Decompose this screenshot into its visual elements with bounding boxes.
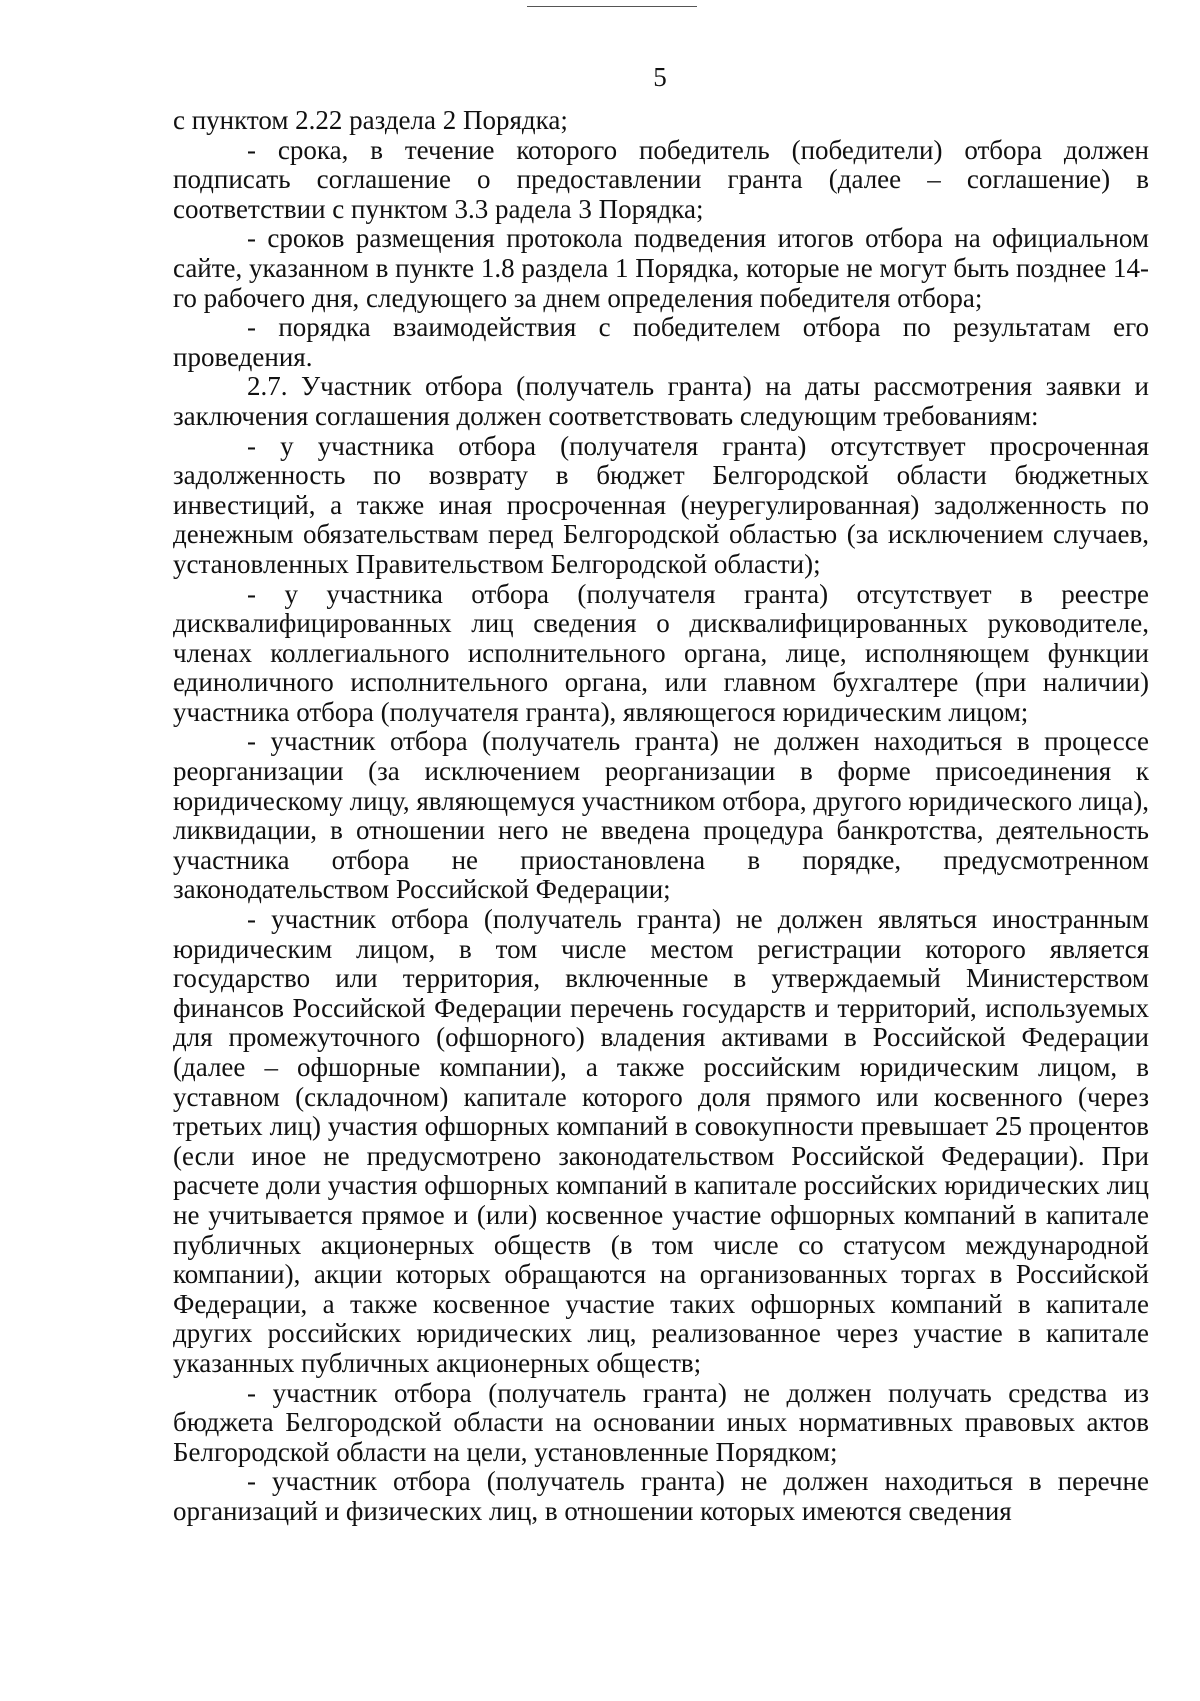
paragraph: - участник отбора (получатель гранта) не должен являться иностранным юридическим лицом, в том числе местом регистрации которого является государство или территория, включенные в утверждаемый Министерством финансов Российской Федерации перечень государств и территорий, используемых для промежуточного (офшорного) владения активами в Российской Федерации (далее – офшорные компании), а также российским юридическим лицом, в уставном (складочном) капитале которого доля прямого или косвенного (через третьих лиц) участия офшорных компаний в совокупности превышает 25 процентов (если иное не предусмотрено законодательством Российской Федерации). При расчете доли участия офшорных компаний в капитале российских юридических лиц не учитывается прямое и (или) косвенное участие офшорных компаний в капитале публичных акционерных обществ (в том числе со статусом международной компании), акции которых обращаются на организованных торгах в Российской Федерации, а также косвенное участие таких офшорных компаний в капитале других российских юридических лиц, реализованное через участие в капитале указанных публичных акционерных обществ;: [173, 904, 1149, 1378]
paragraph: - участник отбора (получатель гранта) не должен находиться в процессе реорганизации (за исключением реорганизации в форме присоединения к юридическому лицу, являющемуся участником отбора, другого юридического лица), ликвидации, в отношении него не введена процедура банкротства, деятельность участника отбора не приостановлена в порядке, предусмотренном законодательством Российской Федерации;: [173, 726, 1149, 905]
page-number: 5: [653, 62, 667, 92]
page-top-rule: [527, 6, 697, 7]
paragraph: - участник отбора (получатель гранта) не должен находиться в перечне организаций и физических лиц, в отношении которых имеются сведения: [173, 1466, 1149, 1526]
paragraph: - сроков размещения протокола подведения итогов отбора на официальном сайте, указанном в пункте 1.8 раздела 1 Порядка, которые не могут быть позднее 14-го рабочего дня, следующего за днем определения победителя отбора;: [173, 223, 1149, 313]
paragraph: - порядка взаимодействия с победителем отбора по результатам его проведения.: [173, 312, 1149, 372]
paragraph: - срока, в течение которого победитель (победители) отбора должен подписать соглашение о предоставлении гранта (далее – соглашение) в соответствии с пунктом 3.3 радела 3 Порядка;: [173, 134, 1149, 224]
paragraph: - у участника отбора (получателя гранта) отсутствует в реестре дисквалифицированных лиц сведения о дисквалифицированных руководителе, членах коллегиального исполнительного органа, лице, исполняющем функции единоличного исполнительного органа, или главном бухгалтере (при наличии) участника отбора (получателя гранта), являющегося юридическим лицом;: [173, 578, 1149, 727]
paragraph: - у участника отбора (получателя гранта) отсутствует просроченная задолженность по возврату в бюджет Белгородской области бюджетных инвестиций, а также иная просроченная (неурегулированная) задолженность по денежным обязательствам перед Белгородской областью (за исключением случаев, установленных Правительством Белгородской области);: [173, 430, 1149, 579]
paragraph: с пунктом 2.22 раздела 2 Порядка;: [173, 105, 568, 135]
document-body: [173, 106, 1149, 1527]
paragraph: 2.7. Участник отбора (получатель гранта) на даты рассмотрения заявки и заключения соглашения должен соответствовать следующим требованиям:: [173, 371, 1149, 431]
paragraph: - участник отбора (получатель гранта) не должен получать средства из бюджета Белгородской области на основании иных нормативных правовых актов Белгородской области на цели, установленные Порядком;: [173, 1377, 1149, 1467]
